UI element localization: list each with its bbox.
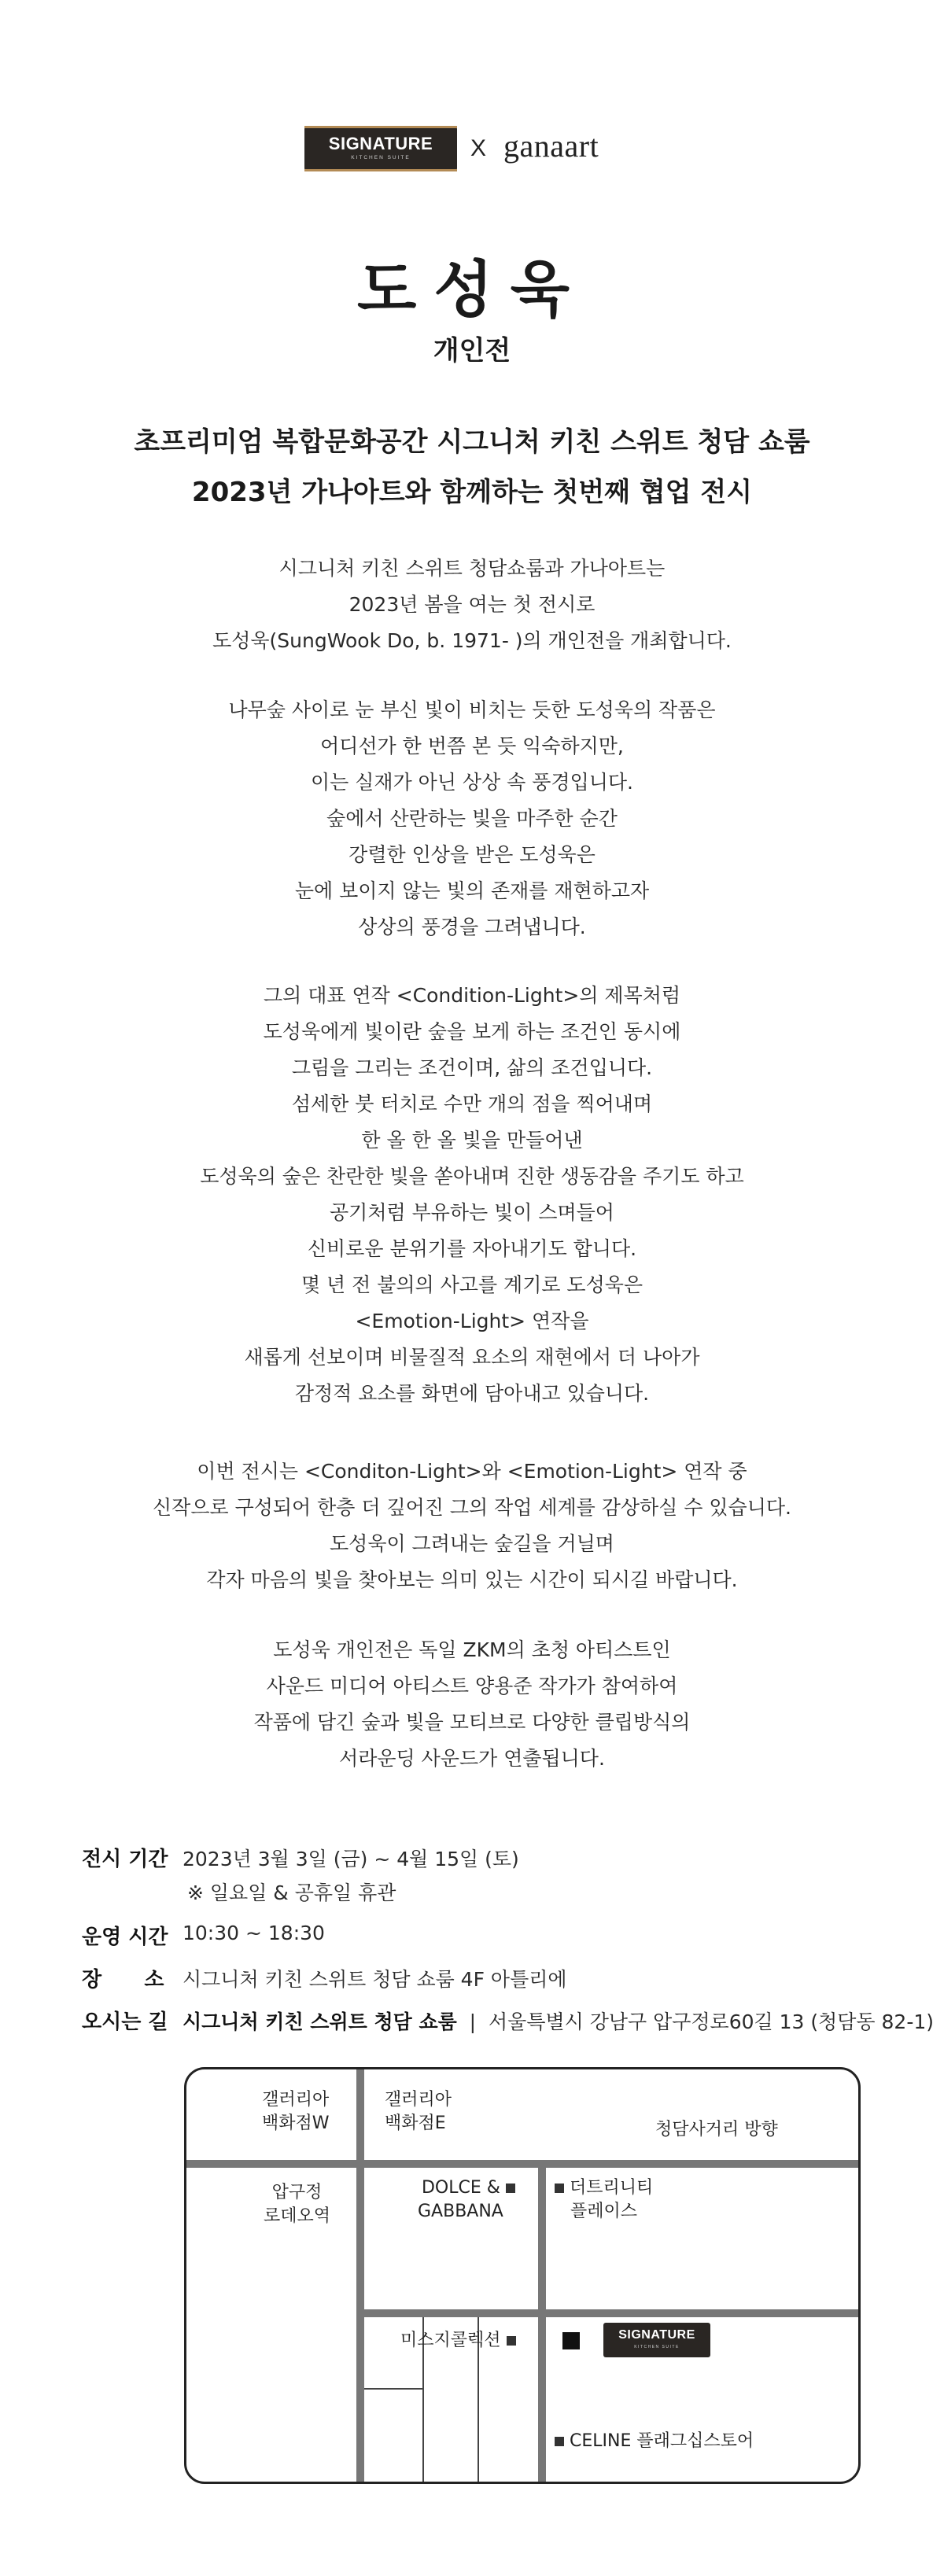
directions-separator: | — [469, 2010, 477, 2033]
hours-label: 운영 시간 — [82, 1926, 168, 1949]
paragraph-line: 사운드 미디어 아티스트 양용준 작가가 참여하여 — [266, 1675, 678, 1697]
directions-place: 시그니처 키친 스위트 청담 쇼룸 — [183, 2010, 457, 2033]
paragraph-line: 도성욱이 그려내는 숲길을 거닐며 — [330, 1532, 614, 1555]
directions-value — [183, 2007, 934, 2035]
headline-line: 초프리미엄 복합문화공간 시그니처 키친 스위트 청담 쇼룸 — [134, 426, 810, 458]
map-label-rodeo-station: 압구정 로데오역 — [264, 2183, 331, 2226]
header-logos — [0, 126, 944, 181]
map-label-cheongdam-direction: 청담사거리 방향 — [655, 2120, 778, 2139]
paragraph-line: 새롭게 선보이며 비물질적 요소의 재현에서 더 나아가 — [244, 1346, 700, 1369]
directions-label: 오시는 길 — [82, 2010, 168, 2034]
headline — [0, 417, 944, 518]
paragraph-line: 서라운딩 사운드가 연출됩니다. — [339, 1747, 605, 1770]
paragraph-line: 도성욱 개인전은 독일 ZKM의 초청 아티스트인 — [273, 1638, 671, 1661]
paragraph-line: 어디선가 한 번쯤 본 듯 익숙하지만, — [320, 735, 624, 757]
sound-artist-paragraph — [0, 1632, 944, 1777]
paragraph-line: 눈에 보이지 않는 빛의 존재를 재현하고자 — [294, 879, 650, 902]
location-map — [184, 2067, 861, 2484]
paragraph-line: 이번 전시는 <Conditon-Light>와 <Emotion-Light> 연작 중 — [197, 1460, 747, 1483]
map-label-galleria-e: 갤러리아 백화점E — [385, 2090, 452, 2133]
map-road-vertical-right — [538, 2164, 546, 2484]
paragraph-line: 숲에서 산란하는 빛을 마주한 순간 — [326, 807, 618, 830]
venue-label: 장 소 — [82, 1968, 164, 1992]
signature-kitchen-suite-logo: SIGNATURE KITCHEN SUITE — [304, 126, 457, 171]
paragraph-line: 이는 실재가 아닌 상상 속 풍경입니다. — [311, 771, 633, 794]
period-note: ※ 일요일 & 공휴일 휴관 — [187, 1881, 396, 1904]
collab-x-mark: X — [470, 135, 487, 161]
artwork-description-paragraph — [0, 692, 944, 945]
paragraph-line: 감정적 요소를 화면에 담아내고 있습니다. — [294, 1382, 650, 1405]
map-marker-square — [555, 2437, 564, 2446]
paragraph-line: 그의 대표 연작 <Condition-Light>의 제목처럼 — [263, 984, 681, 1007]
artist-name-title: 도성욱 — [356, 255, 588, 326]
intro-paragraph — [0, 551, 944, 659]
paragraph-line: 작품에 담긴 숲과 빛을 모티브로 다양한 클립방식의 — [253, 1711, 691, 1734]
paragraph-line: 도성욱(SungWook Do, b. 1971- )의 개인전을 개최합니다. — [212, 629, 732, 652]
paragraph-line: 2023년 봄을 여는 첫 전시로 — [348, 593, 596, 616]
map-alley-line — [364, 2388, 422, 2390]
map-road-horizontal-mid — [364, 2309, 861, 2317]
map-label-galleria-w: 갤러리아 백화점W — [262, 2090, 330, 2133]
headline-line: 2023년 가나아트와 함께하는 첫번째 협업 전시 — [191, 477, 753, 508]
map-marker-square — [555, 2184, 564, 2193]
venue-value: 시그니처 키친 스위트 청담 쇼룸 4F 아틀리에 — [183, 1968, 567, 1991]
exhibition-paragraph — [0, 1454, 944, 1598]
paragraph-line: 공기처럼 부유하는 빛이 스며들어 — [330, 1201, 614, 1224]
paragraph-line: 섬세한 붓 터치로 수만 개의 점을 찍어내며 — [291, 1093, 653, 1115]
paragraph-line: 나무숲 사이로 눈 부신 빛이 비치는 듯한 도성욱의 작품은 — [228, 698, 716, 721]
series-paragraph — [0, 978, 944, 1412]
period-label: 전시 기간 — [82, 1848, 168, 1871]
paragraph-line: 신작으로 구성되어 한층 더 깊어진 그의 작업 세계를 감상하실 수 있습니다. — [153, 1496, 791, 1519]
hours-value: 10:30 ~ 18:30 — [183, 1922, 325, 1944]
map-marker-square — [506, 2184, 515, 2193]
paragraph-line: 상상의 풍경을 그려냅니다. — [358, 916, 586, 938]
map-destination-marker — [562, 2332, 580, 2349]
map-label-celine: CELINE 플래그십스토어 — [555, 2430, 754, 2453]
map-marker-square — [507, 2336, 516, 2346]
map-signature-logo: SIGNATURE KITCHEN SUITE — [603, 2323, 710, 2357]
exhibition-type-subtitle: 개인전 — [433, 335, 511, 367]
directions-address: 서울특별시 강남구 압구정로60길 13 (청담동 82-1) — [489, 2010, 935, 2033]
ganaart-logo: ganaart — [503, 128, 599, 164]
map-label-misoji: 미스지콜렉션 — [400, 2329, 516, 2353]
map-road-vertical-left — [356, 2069, 364, 2484]
map-road-horizontal-top — [186, 2160, 861, 2168]
paragraph-line: 그림을 그리는 조건이며, 삶의 조건입니다. — [291, 1056, 653, 1079]
paragraph-line: <Emotion-Light> 연작을 — [355, 1310, 589, 1332]
paragraph-line: 도성욱의 숲은 찬란한 빛을 쏟아내며 진한 생동감을 주기도 하고 — [200, 1165, 744, 1188]
paragraph-line: 몇 년 전 불의의 사고를 계기로 도성욱은 — [301, 1273, 643, 1296]
paragraph-line: 한 올 한 올 빛을 만들어낸 — [361, 1129, 583, 1152]
map-label-dolce-gabbana: DOLCE & GABBANA — [418, 2176, 519, 2224]
map-label-trinity-place: 더트리니티 플레이스 — [555, 2176, 653, 2224]
paragraph-line: 시그니처 키친 스위트 청담쇼룸과 가나아트는 — [278, 557, 666, 580]
paragraph-line: 각자 마음의 빛을 찾아보는 의미 있는 시간이 되시길 바랍니다. — [206, 1568, 738, 1591]
paragraph-line: 도성욱에게 빛이란 숲을 보게 하는 조건인 동시에 — [263, 1020, 681, 1043]
paragraph-line: 강렬한 인상을 받은 도성욱은 — [348, 843, 596, 866]
period-value: 2023년 3월 3일 (금) ~ 4월 15일 (토) — [183, 1848, 519, 1870]
paragraph-line: 신비로운 분위기를 자아내기도 합니다. — [307, 1237, 637, 1260]
